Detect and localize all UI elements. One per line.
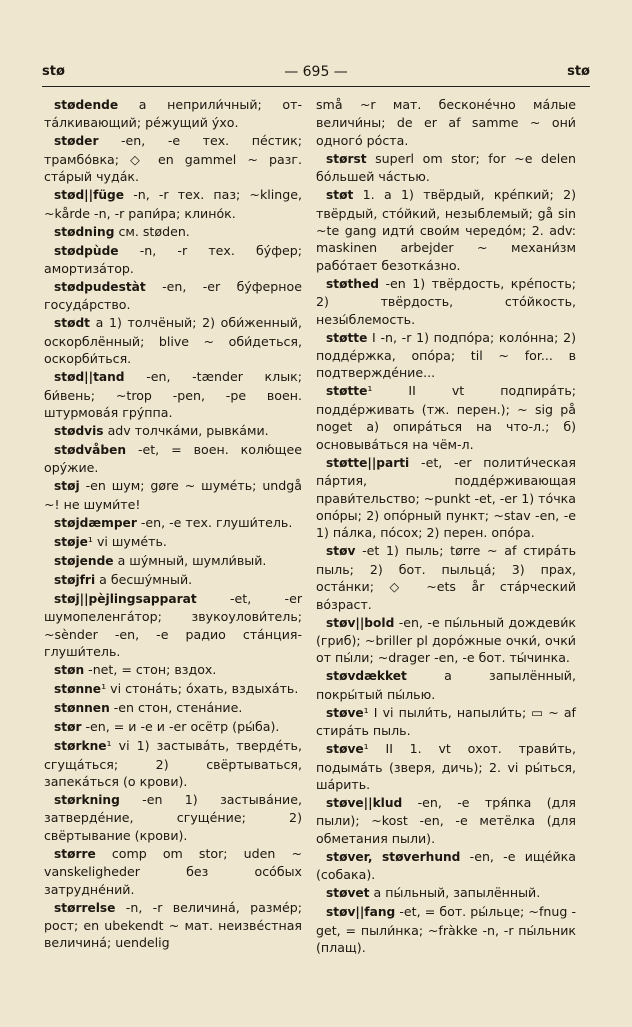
headword: stønne: [54, 682, 102, 697]
dictionary-entry: [316, 740, 576, 793]
entry-definition: -n, -r тех. бýфер; амортизáтор.: [44, 242, 302, 277]
entry-definition: -en, -e тех. глуши́тель.: [136, 514, 293, 530]
dictionary-entry: [44, 477, 302, 513]
dictionary-entry: [44, 132, 302, 185]
entry-definition: a запылённый, покры́тый пы́лью.: [316, 668, 576, 702]
entry-definition: -en, -e ищéйка (собака).: [316, 848, 576, 883]
dictionary-entry: [316, 542, 576, 613]
entry-definition: -en, -e пы́льный дождеви́к (гриб); ~briller pl дорóжные очки́, очки́ от пы́ли; ~drager -en, -e бот. ты́чинка.: [316, 614, 576, 666]
right-guide-word: stø: [567, 64, 590, 79]
entry-definition: a пы́льный, запылённый.: [369, 885, 541, 901]
headword: størst: [326, 151, 367, 166]
page-number: — 695 —: [284, 64, 348, 80]
dictionary-entry: [316, 614, 576, 667]
headword: støder: [54, 134, 99, 149]
headword: støje: [54, 534, 88, 549]
headword: støjfri: [54, 572, 96, 587]
headword: størrelse: [54, 900, 116, 915]
headword: støj: [54, 479, 80, 494]
headword: stødvis: [54, 424, 104, 439]
entry-definition: -et 1) пыль; tørre ~ af стирáть пыль; 2) бот. пыльцá; 3) прах, остáнки; ◇ ~ets år стáрческий вóзраст.: [316, 543, 576, 612]
entry-definition: -en шум; gøre ~ шумéть; undgå ~! не шуми́те!: [44, 478, 302, 512]
dictionary-entry: [44, 533, 302, 551]
right-column: [316, 96, 576, 957]
headword: størkning: [54, 792, 120, 807]
dictionary-entry: [44, 845, 302, 898]
headword: støve: [326, 705, 364, 720]
dictionary-entry: [316, 382, 576, 453]
page-header: [42, 64, 590, 84]
dictionary-entry: [44, 552, 302, 570]
headword: støjende: [54, 553, 114, 568]
dictionary-entry: [44, 737, 302, 790]
dictionary-entry: [44, 571, 302, 589]
entry-definition: -en, = и -e и -er осётр (ры́ба).: [81, 719, 280, 735]
headword: støtte: [326, 384, 368, 399]
headword: støj||pèjlingsapparat: [54, 591, 197, 606]
headword: stødende: [54, 98, 119, 112]
entry-definition: adv толчкáми, рывкáми.: [103, 423, 269, 439]
entry-definition: a неприли́чный; от-тáлкивающий; рéжущий ýхо.: [44, 97, 302, 131]
headword: stønnen: [54, 701, 110, 716]
dictionary-entry: [44, 514, 302, 532]
headword: støtte||parti: [326, 455, 410, 470]
dictionary-entry: [44, 718, 302, 736]
entry-definition: ¹ II vt подпирáть; поддéрживать (тж. перен.); ~ sig på noget a) опирáться на что-л.; б) основывáться на чём-л.: [316, 383, 576, 452]
dictionary-entry: [316, 667, 576, 703]
dictionary-entry: [316, 150, 576, 186]
dictionary-entry: [44, 899, 302, 952]
headword: støthed: [326, 276, 379, 291]
entry-definition: -et, = бот. ры́льце; ~fnug -get, = пыли́нка; ~fràkke -n, -r пы́льник (плащ).: [316, 904, 576, 955]
dictionary-entry: [44, 368, 302, 421]
headword: støvet: [326, 886, 370, 901]
entry-definition: -en, -er бýферное госудáрство.: [44, 279, 302, 313]
entry-definition: ¹ vi стонáть; óхать, вздыхáть.: [101, 681, 299, 697]
entry-definition: comp om stor; uden ~ vanskeligheder без осóбых затрудне́ний.: [44, 845, 302, 897]
dictionary-entry: [316, 794, 576, 847]
header-rule: [42, 86, 590, 87]
entry-definition: ¹ II 1. vt охот. трави́ть, подымáть (зверя, дичь); 2. vi ры́ться, шáрить.: [316, 741, 576, 792]
entry-definition: -en стон, стенáние.: [109, 700, 243, 716]
entry-definition: -et, -er полити́ческая пáртия, поддéрживающая прави́тельство; ~punkt -et, -er 1) тóчка опóры; 2) опóрный пункт; ~stav -en, -e 1) пáлка, пóсох; 2) перен. опóра.: [316, 454, 576, 541]
entry-definition: -en, -e тря́пка (для пыли); ~kost -en, -e метёлка (для обметания пыли).: [316, 794, 576, 846]
dictionary-entry: [44, 223, 302, 241]
headword: stødpudestàt: [54, 280, 146, 295]
entry-definition: -en, -e тех. пéстик; трамбо́вка; ◇ en gammel ~ разг. стáрый чудáк.: [44, 133, 302, 185]
headword: størkne: [54, 739, 107, 754]
headword: stødning: [54, 224, 115, 239]
entry-definition: 1. a 1) твёрдый, крéпкий; 2) твёрдый, стóйкий, незыблемый; gå sin ~te gang идти́ свои́м чередóм; 2. adv: maskinen arbejder ~ механи́зм рабóтает безоткáзно.: [316, 187, 576, 273]
dictionary-entry: [316, 704, 576, 740]
entry-definition: superl om stor; for ~e delen бóльшей чáстью.: [316, 150, 576, 185]
dictionary-entry: [316, 186, 576, 274]
dictionary-entry: [44, 278, 302, 314]
headword: støvdækket: [326, 669, 407, 684]
dictionary-entry: [44, 441, 302, 477]
dictionary-entry: [44, 680, 302, 698]
entry-definition: ¹ vi 1) застывáть, твердéть, сгущáться; 2) свёртываться, запекáться (о крови).: [44, 738, 302, 789]
left-guide-word: stø: [42, 64, 65, 79]
headword: stør: [54, 720, 82, 735]
dictionary-entry: [316, 275, 576, 328]
entry-definition: -en 1) застывáние, затвердéние, сгущéние; 2) свёртывание (крови).: [44, 791, 302, 843]
dictionary-entry: [44, 661, 302, 679]
headword: stødvåben: [54, 443, 127, 458]
left-column: [44, 96, 302, 952]
entry-definition: små ~r мат. бесконéчно мáлые величи́ны; de er af samme ~ они́ одногó рóста.: [316, 97, 576, 148]
dictionary-entry: [44, 186, 302, 222]
dictionary-entry: [44, 590, 302, 661]
entry-definition: -n, -r величинá, размéр; рост; en ubekendt ~ мат. неизвéстная величинá; uendelig: [44, 899, 302, 951]
dictionary-entry: [316, 329, 576, 382]
headword: større: [54, 846, 96, 861]
dictionary-entry: [316, 96, 576, 149]
headword: stødpùde: [54, 243, 119, 258]
headword: støve||klud: [326, 795, 403, 810]
dictionary-entry: [44, 422, 302, 440]
entry-definition: a шýмный, шумли́вый.: [113, 552, 267, 568]
headword: stødt: [54, 316, 91, 331]
entry-definition: -net, = стон; вздох.: [84, 662, 217, 678]
entry-definition: -et, -er шумопеленгáтор; звукоулови́тель; ~sènder -en, -e радио стáнция-глуши́тель.: [44, 590, 302, 660]
entry-definition: см. støden.: [114, 223, 190, 239]
dictionary-entry: [316, 903, 576, 956]
headword: støv: [326, 544, 356, 559]
entry-definition: -n, -r тех. паз; ~klinge, ~kårde -n, -r рапи́ра; клино́к.: [44, 187, 302, 221]
entry-definition: -en 1) твёрдость, крéпость; 2) твёрдость, стóйкость, незы́блемость.: [316, 275, 576, 327]
entry-definition: -en, -tænder клык; би́вень; ~trop -pen, -pe воен. штурмовáя грýппа.: [44, 369, 302, 421]
dictionary-entry: [44, 96, 302, 132]
entry-definition: ¹ vi шумéть.: [87, 533, 167, 549]
entry-definition: a 1) толчёный; 2) оби́женный, оскорблённый; blive ~ оби́деться, оскорби́ться.: [44, 315, 302, 367]
headword: støt: [326, 188, 354, 203]
headword: støv||bold: [326, 615, 395, 630]
entry-definition: ¹ I vi пыли́ть, напыли́ть; ▭ ~ af стирáть пыль.: [316, 704, 576, 739]
entry-definition: -et, = воен. колю́щее орýжие.: [44, 442, 302, 476]
dictionary-entry: [316, 454, 576, 542]
headword: stød||tand: [54, 370, 125, 385]
dictionary-entry: [44, 314, 302, 367]
headword: støtte: [326, 330, 368, 345]
headword: støver, støverhund: [326, 849, 461, 864]
dictionary-entry: [316, 884, 576, 902]
dictionary-entry: [44, 791, 302, 844]
headword: støn: [54, 663, 85, 678]
headword: støjdæmper: [54, 515, 137, 530]
entry-definition: I -n, -r 1) подпóра; колóнна; 2) поддéржка, опóра; til ~ for... в подтверждéние...: [316, 329, 576, 381]
dictionary-entry: [316, 848, 576, 884]
dictionary-entry: [44, 242, 302, 278]
headword: støve: [326, 742, 364, 757]
dictionary-entry: [44, 699, 302, 717]
headword: stød||füge: [54, 188, 125, 203]
entry-definition: a бесшýмный.: [95, 571, 193, 587]
headword: støv||fang: [326, 905, 396, 920]
